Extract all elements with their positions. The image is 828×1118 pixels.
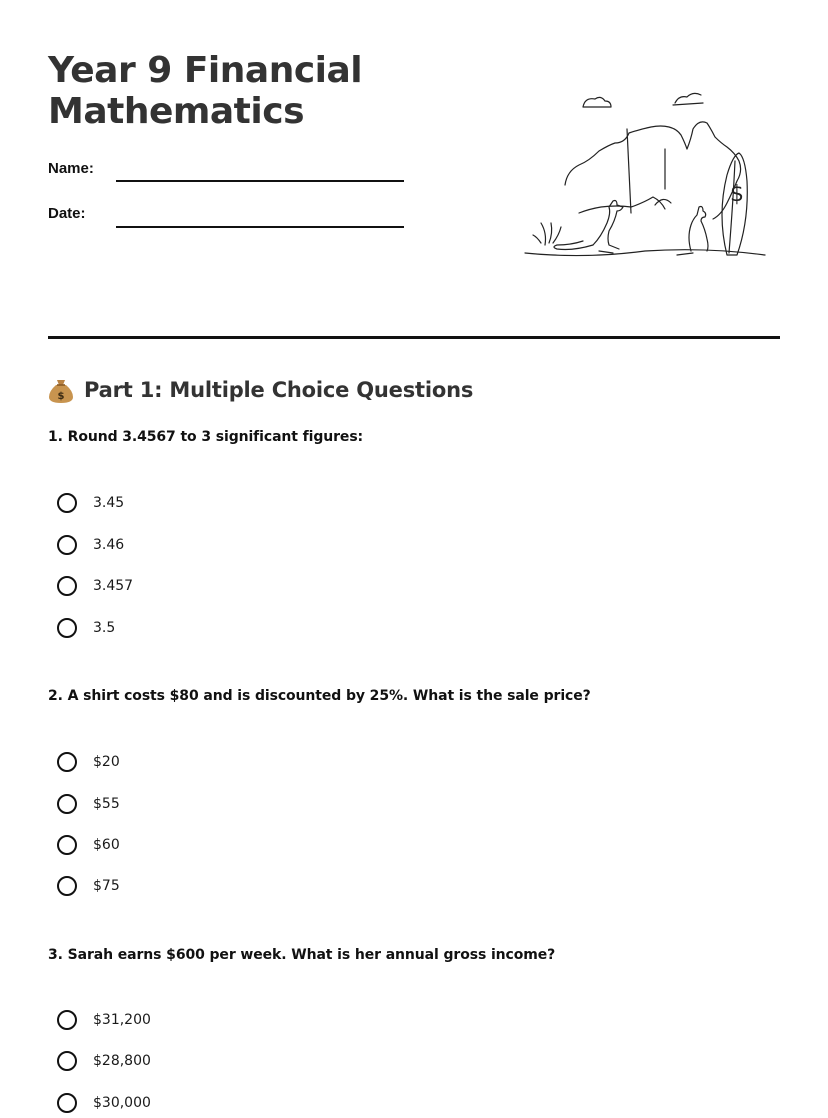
question-2-option-c[interactable] bbox=[57, 833, 120, 857]
svg-text:$: $ bbox=[57, 391, 65, 402]
page-title bbox=[48, 50, 448, 132]
option-label: 3.457 bbox=[93, 578, 134, 594]
radio-button[interactable] bbox=[57, 876, 77, 896]
option-label: $55 bbox=[93, 796, 120, 812]
option-label: 3.45 bbox=[93, 495, 125, 511]
option-label: 3.5 bbox=[93, 620, 116, 636]
radio-button[interactable] bbox=[57, 535, 77, 555]
title-line-1: Year 9 Financial bbox=[48, 50, 363, 91]
radio-button[interactable] bbox=[57, 752, 77, 772]
option-label: 3.46 bbox=[93, 537, 125, 553]
option-label: $75 bbox=[93, 878, 120, 894]
radio-button[interactable] bbox=[57, 835, 77, 855]
option-label: $20 bbox=[93, 754, 120, 770]
radio-button[interactable] bbox=[57, 1051, 77, 1071]
dollar-sign: $ bbox=[730, 182, 744, 207]
question-3: 3. Sarah earns $600 per week. What is her annual gross income? bbox=[48, 947, 556, 963]
radio-button[interactable] bbox=[57, 1010, 77, 1030]
radio-button[interactable] bbox=[57, 576, 77, 596]
cloud-icon bbox=[583, 97, 611, 107]
radio-button[interactable] bbox=[57, 1093, 77, 1113]
option-label: $28,800 bbox=[93, 1053, 151, 1069]
money-bag-icon bbox=[48, 376, 74, 404]
option-label: $60 bbox=[93, 837, 120, 853]
section-heading-text: Part 1: Multiple Choice Questions bbox=[84, 378, 474, 402]
question-3-option-a[interactable] bbox=[57, 1008, 151, 1032]
date-field[interactable] bbox=[116, 226, 404, 228]
question-1-option-a[interactable] bbox=[57, 491, 124, 515]
question-3-option-c[interactable] bbox=[57, 1091, 151, 1115]
question-2-option-a[interactable] bbox=[57, 750, 120, 774]
radio-button[interactable] bbox=[57, 794, 77, 814]
question-3-option-b[interactable] bbox=[57, 1049, 151, 1073]
question-1-option-b[interactable] bbox=[57, 533, 124, 557]
section-heading bbox=[48, 374, 473, 406]
question-2-option-d[interactable] bbox=[57, 874, 120, 898]
name-label: Name: bbox=[48, 160, 94, 177]
question-2: 2. A shirt costs $80 and is discounted by 25%. What is the sale price? bbox=[48, 688, 591, 704]
option-label: $31,200 bbox=[93, 1012, 151, 1028]
radio-button[interactable] bbox=[57, 493, 77, 513]
radio-button[interactable] bbox=[57, 618, 77, 638]
title-line-2: Mathematics bbox=[48, 91, 304, 132]
date-label: Date: bbox=[48, 205, 86, 222]
name-field[interactable] bbox=[116, 180, 404, 182]
australia-illustration bbox=[515, 85, 775, 275]
question-1-option-d[interactable] bbox=[57, 616, 115, 640]
question-2-option-b[interactable] bbox=[57, 792, 120, 816]
option-label: $30,000 bbox=[93, 1095, 151, 1111]
cloud-icon bbox=[675, 93, 701, 103]
section-divider bbox=[48, 336, 780, 339]
question-1-option-c[interactable] bbox=[57, 574, 133, 598]
question-1: 1. Round 3.4567 to 3 significant figures: bbox=[48, 429, 364, 445]
